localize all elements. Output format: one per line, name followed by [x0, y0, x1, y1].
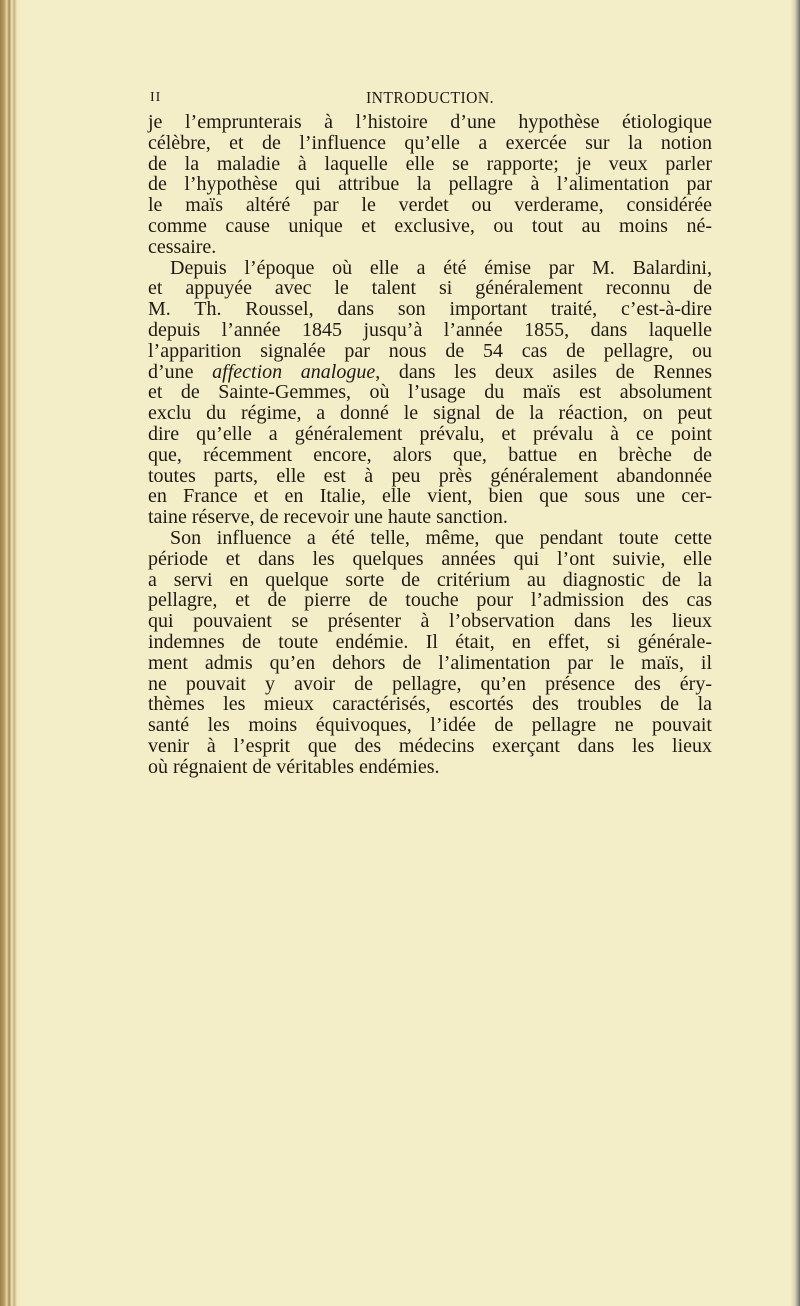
book-binding-edge — [0, 0, 22, 1306]
text-line: pellagre, et de pierre de touche pour l’admission des cas — [148, 589, 712, 612]
text-line: santé les moins équivoques, l’idée de pellagre ne pouvait — [148, 714, 712, 737]
paragraph — [148, 528, 712, 778]
paragraph — [148, 258, 712, 528]
text-line: a servi en quelque sorte de critérium au diagnostic de la — [148, 568, 712, 591]
text-line: de l’hypothèse qui attribue la pellagre à l’alimentation par — [148, 173, 712, 196]
text-line: ne pouvait y avoir de pellagre, qu’en présence des éry- — [148, 672, 712, 695]
page-number: II — [150, 90, 162, 105]
text-line: M. Th. Roussel, dans son important traité, c’est-à-dire — [148, 298, 712, 321]
page-right-edge — [790, 0, 800, 1306]
text-line: Son influence a été telle, même, que pendant toute cette — [170, 526, 712, 549]
text-line: célèbre, et de l’influence qu’elle a exercée sur la notion — [148, 131, 712, 154]
text-line: thèmes les mieux caractérisés, escortés des troubles de la — [148, 693, 712, 716]
text-line: ment admis qu’en dehors de l’alimentation par le maïs, il — [148, 651, 712, 674]
text-line: indemnes de toute endémie. Il était, en effet, si générale- — [148, 630, 712, 653]
paragraph — [148, 112, 712, 258]
text-line: venir à l’esprit que des médecins exerçant dans les lieux — [148, 734, 712, 757]
body-text — [148, 112, 712, 778]
text-line: taine réserve, de recevoir une haute sanction. — [148, 506, 508, 529]
italic-phrase: affection analogue — [212, 360, 376, 383]
text-line: l’apparition signalée par nous de 54 cas de pellagre, ou — [148, 339, 712, 362]
running-title: INTRODUCTION. — [365, 88, 495, 107]
page-header — [148, 88, 712, 110]
text-line: comme cause unique et exclusive, ou tout au moins né- — [148, 214, 712, 237]
text-line: et appuyée avec le talent si généralement reconnu de — [148, 277, 712, 300]
text-line: en France et en Italie, elle vient, bien que sous une cer- — [148, 485, 712, 508]
text-line: toutes parts, elle est à peu près généralement abandonnée — [148, 464, 712, 487]
text-line: Depuis l’époque où elle a été émise par M. Balardini, — [170, 256, 712, 279]
text-line — [148, 362, 712, 383]
text-line: et de Sainte-Gemmes, où l’usage du maïs est absolument — [148, 381, 712, 404]
text-line: de la maladie à laquelle elle se rapporte; je veux parler — [148, 152, 712, 175]
text-line: où régnaient de véritables endémies. — [148, 755, 440, 778]
text-line: je l’emprunterais à l’histoire d’une hypothèse étiologique — [148, 111, 712, 133]
text-line: dire qu’elle a généralement prévalu, et prévalu à ce point — [148, 422, 712, 445]
text-segment: d’une — [148, 360, 213, 383]
text-line: que, récemment encore, alors que, battue en brèche de — [148, 443, 712, 466]
text-line: période et dans les quelques années qui l’ont suivie, elle — [148, 547, 712, 570]
text-segment: , dans les deux asiles de Rennes — [375, 360, 712, 383]
text-line: qui pouvaient se présenter à l’observation dans les lieux — [148, 610, 712, 633]
text-line: le maïs altéré par le verdet ou verderame, considérée — [148, 194, 712, 217]
text-line: cessaire. — [148, 235, 217, 258]
text-line: depuis l’année 1845 jusqu’à l’année 1855, dans laquelle — [148, 318, 712, 341]
text-line: exclu du régime, a donné le signal de la réaction, on peut — [148, 402, 712, 425]
